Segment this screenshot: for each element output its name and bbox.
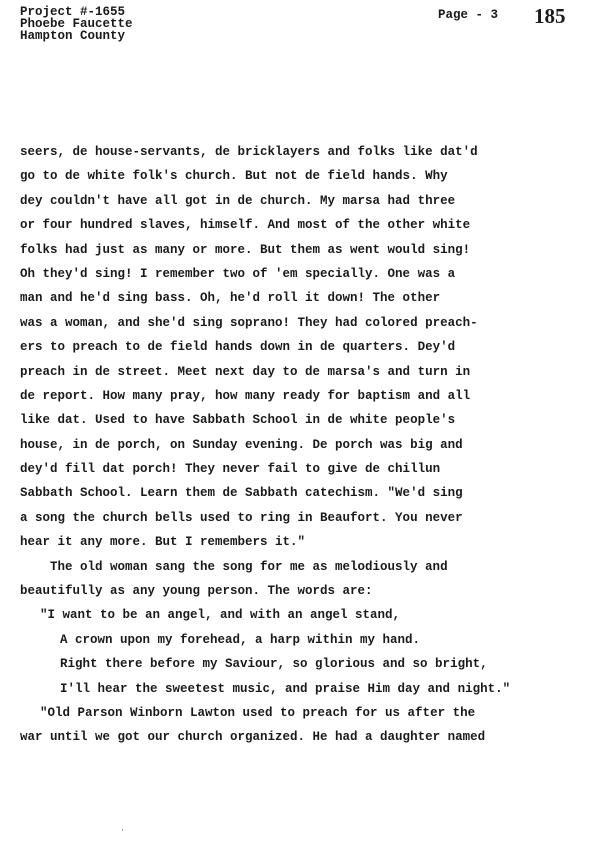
song-verse-line: I'll hear the sweetest music, and praise Him day and night."	[60, 681, 511, 696]
text-line: de report. How many pray, how many ready for baptism and all	[20, 388, 471, 403]
text-line: like dat. Used to have Sabbath School in de white people's	[20, 413, 456, 428]
text-line: Sabbath School. Learn them de Sabbath catechism. "We'd sing	[20, 486, 463, 501]
text-line: a song the church bells used to ring in Beaufort. You never	[20, 510, 463, 525]
song-verse-line: Right there before my Saviour, so glorious and so bright,	[60, 657, 488, 672]
stamped-folio-number: 185	[534, 4, 566, 28]
text-line: hear it any more. But I remembers it."	[20, 535, 306, 550]
project-number: Project #-1655	[20, 5, 126, 19]
text-line: was a woman, and she'd sing soprano! They had colored preach-	[20, 315, 478, 330]
county-name: Hampton County	[20, 29, 126, 43]
stray-ink-mark: ·	[120, 826, 125, 835]
text-line: seers, de house-servants, de bricklayers and folks like dat'd	[20, 145, 478, 159]
page-number-label: Page - 3	[438, 8, 499, 22]
author-name: Phoebe Faucette	[20, 17, 133, 31]
text-line: ers to preach to de field hands down in de quarters. Dey'd	[20, 340, 456, 355]
text-line: folks had just as many or more. But them as went would sing!	[20, 242, 471, 257]
text-line: or four hundred slaves, himself. And most of the other white	[20, 218, 471, 233]
text-line: beautifully as any young person. The words are:	[20, 584, 373, 599]
page-header-info	[20, 6, 133, 42]
text-line: house, in de porch, on Sunday evening. De porch was big and	[20, 437, 463, 452]
paragraph-start-line: "Old Parson Winborn Lawton used to preach for us after the	[40, 705, 476, 720]
body-text	[20, 140, 590, 750]
text-line: dey couldn't have all got in de church. My marsa had three	[20, 193, 456, 208]
text-line: man and he'd sing bass. Oh, he'd roll it down! The other	[20, 291, 441, 306]
text-line: Oh they'd sing! I remember two of 'em specially. One was a	[20, 266, 456, 281]
text-line: preach in de street. Meet next day to de marsa's and turn in	[20, 364, 471, 379]
text-line: dey'd fill dat porch! They never fail to give de chillun	[20, 462, 441, 477]
song-verse-line: A crown upon my forehead, a harp within my hand.	[60, 632, 421, 647]
text-line: war until we got our church organized. He had a daughter named	[20, 730, 486, 745]
song-verse-line: "I want to be an angel, and with an angel stand,	[40, 608, 401, 623]
text-line: go to de white folk's church. But not de field hands. Why	[20, 169, 448, 184]
paragraph-start-line: The old woman sang the song for me as melodiously and	[50, 559, 448, 574]
